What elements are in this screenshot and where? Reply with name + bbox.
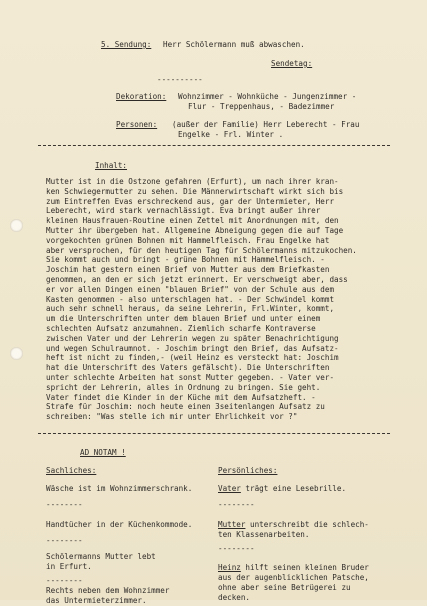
content-line: ken Schwiegermutter zu sehen. Die Männerwirtschaft wirkt sich bis bbox=[46, 186, 344, 196]
persons-line: (außer der Familie) Herr Leberecht - Frau bbox=[172, 120, 360, 129]
note-separator: -------- bbox=[218, 500, 255, 509]
content-line: er vor allen Dingen einen "blauen Brief" von der Schule aus dem bbox=[46, 284, 335, 294]
decoration-label: Dekoration: bbox=[116, 92, 167, 101]
note-separator: -------- bbox=[218, 544, 255, 553]
note-item-right bbox=[218, 484, 346, 494]
persons-label: Personen: bbox=[116, 120, 158, 129]
content-line: um die Unterschriften unter dem blauen Brief und unter einem bbox=[46, 314, 321, 324]
content-line: zwischen Vater und der Lehrerin wegen zu später Benachrichtigung bbox=[46, 333, 339, 343]
episode-label: 5. Sendung: bbox=[101, 40, 152, 49]
note-item-right bbox=[218, 563, 369, 603]
note-separator: -------- bbox=[46, 536, 83, 545]
content-line: Sie kommt auch und bringt - grüne Bohnen mit Hammelfleisch. - bbox=[46, 255, 325, 265]
content-line: Vater findet die Kinder in der Küche mit dem Aufsatzheft. - bbox=[46, 392, 316, 402]
punch-hole bbox=[10, 219, 23, 232]
content-line: Strafe für Joschim: noch heute einen 3seitenlangen Aufsatz zu bbox=[46, 402, 325, 412]
note-separator: -------- bbox=[46, 576, 83, 585]
content-line: Kasten genommen - also unterschlagen hat. - Der Schwindel kommt bbox=[46, 294, 335, 304]
content-label: Inhalt: bbox=[95, 161, 128, 170]
content-line: Joschim hat gestern einen Brief von Mutter aus dem Briefkasten bbox=[46, 265, 330, 275]
persons-line: Engelke - Frl. Winter . bbox=[178, 130, 284, 139]
content-line: vorgekochten grünen Bohnen mit Hammelfleisch. Frau Engelke hat bbox=[46, 235, 330, 245]
note-item-left: Rechts neben dem Wohnzimmer das Untermieterzimmer. bbox=[46, 586, 170, 605]
note-text: trägt eine Lesebrille. bbox=[240, 484, 347, 493]
content-line: heft ist nicht zu finden,- (weil Heinz es versteckt hat: Joschim bbox=[46, 353, 339, 363]
content-line: Leberecht, wird stark vernachlässigt. Eva bringt außer ihrer bbox=[46, 206, 321, 216]
note-item-left: Wäsche ist im Wohnzimmerschrank. bbox=[46, 484, 193, 493]
content-line: und wegen Schulraumnot. - Joschim bringt den Brief, das Aufsatz- bbox=[46, 343, 339, 353]
note-item-left: Handtücher in der Küchenkommode. bbox=[46, 520, 193, 529]
note-subject: Vater bbox=[218, 484, 241, 493]
punch-hole bbox=[10, 347, 23, 360]
content-line: kleinen Hausfrauen-Routine einen Zettel mit Anordnungen mit, den bbox=[46, 216, 339, 226]
content-line: schreiben: "Was stelle ich mir unter Ehrlichkeit vor ?" bbox=[46, 412, 298, 422]
content-line: Mutter ist in die Ostzone gefahren (Erfurt), um nach ihrer kran- bbox=[46, 177, 339, 186]
content-line: hat die Unterschrift des Vaters gefälscht). Die Unterschriften bbox=[46, 363, 330, 373]
content-line: aber versprochen, für den heutigen Tag für Schölermanns mitzukochen. bbox=[46, 245, 357, 255]
note-text: hilft seinen kleinen Bruder aus der augenblicklichen Patsche, ohne aber seine Betrügerei zu decken. bbox=[218, 563, 369, 602]
decoration-line: Flur - Treppenhaus, - Badezimmer bbox=[188, 102, 335, 111]
content-line: Mutter ihr übergeben hat. Allgemeine Abneigung gegen die auf Tage bbox=[46, 226, 344, 235]
content-line: unter schlechte Arbeiten hat sonst Mutter gegeben. - Vater ver- bbox=[46, 373, 335, 382]
left-column-label: Sachliches: bbox=[46, 466, 97, 475]
episode-title: Herr Schölermann muß abwaschen. bbox=[163, 40, 305, 49]
right-column-label: Persönliches: bbox=[218, 466, 278, 475]
content-line: schlechten Aufsatz anzumahnen. Ziemlich scharfe Kontraverse bbox=[46, 324, 316, 333]
note-item-left: Schölermanns Mutter lebt in Erfurt. bbox=[46, 552, 156, 571]
note-item-right bbox=[218, 520, 369, 540]
content-line: spricht der Lehrerin, alles in Ordnung zu bringen. Sie geht. bbox=[46, 382, 321, 392]
note-text: unterschreibt die schlech- ten Klassenarbeiten. bbox=[218, 520, 369, 539]
sendetag-label: Sendetag: bbox=[271, 59, 313, 68]
note-subject: Mutter bbox=[218, 520, 246, 529]
note-subject: Heinz bbox=[218, 563, 241, 572]
separator: ---------- bbox=[157, 75, 203, 84]
content-line: zum Eintreffen Evas erschreckend aus, gar der Untermieter, Herr bbox=[46, 196, 335, 206]
divider bbox=[38, 433, 390, 434]
decoration-line: Wohnzimmer - Wohnküche - Jungenzimmer - bbox=[178, 92, 357, 101]
content-line: auch sehr schnell heraus, da seine Lehrerin, Frl.Winter, kommt, bbox=[46, 304, 335, 314]
divider bbox=[38, 145, 390, 146]
content-line: genommen, an den er sich jetzt erinnert. Er verschweigt aber, dass bbox=[46, 275, 348, 284]
note-separator: -------- bbox=[46, 500, 83, 509]
notes-heading: AD NOTAM ! bbox=[80, 448, 126, 457]
